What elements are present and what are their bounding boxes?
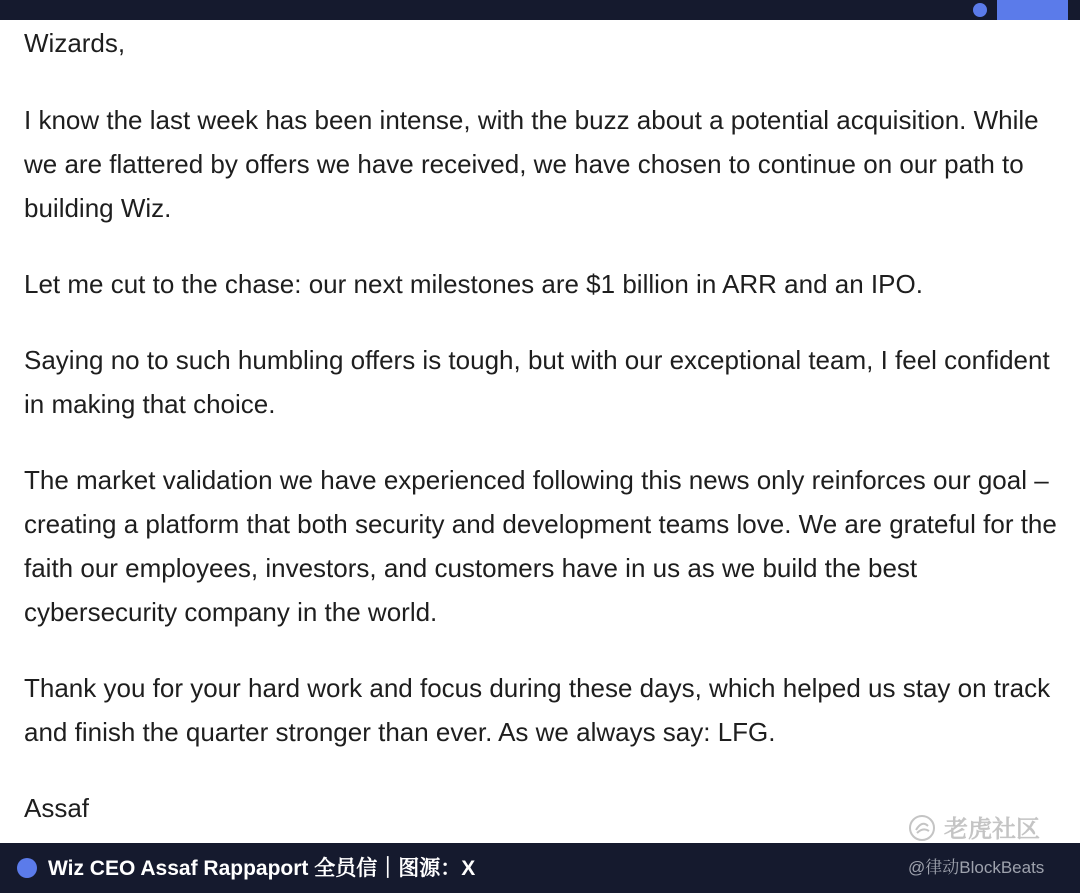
letter-body bbox=[24, 20, 1064, 830]
letter-greeting: Wizards, bbox=[24, 28, 126, 58]
letter-paragraph: Thank you for your hard work and focus during these days, which helped us stay on track and finish the quarter stronger than ever. As we always say: LFG. bbox=[24, 673, 1051, 747]
top-indicator-dot bbox=[973, 3, 987, 17]
letter-paragraph: The market validation we have experienced following this news only reinforces our goal – creating a platform that both security and development teams love. We are grateful for the faith our employees, investors, and customers have in us as we build the best cybersecurity company in the world. bbox=[24, 465, 1057, 627]
tiger-watermark-text: 老虎社区 bbox=[944, 816, 1040, 843]
blockbeats-watermark: @律动BlockBeats bbox=[908, 858, 1045, 877]
tiger-logo-icon bbox=[908, 814, 936, 842]
letter-paragraph: I know the last week has been intense, with the buzz about a potential acquisition. While we are flattered by offers we have received, we have chosen to continue on our path to building Wiz. bbox=[24, 105, 1039, 223]
letter-signature: Assaf bbox=[24, 793, 90, 823]
letter-paragraph: Let me cut to the chase: our next milestones are $1 billion in ARR and an IPO. bbox=[24, 269, 923, 299]
letter-paragraph: Saying no to such humbling offers is tough, but with our exceptional team, I feel confident in making that choice. bbox=[24, 345, 1050, 419]
top-accent-tab bbox=[997, 0, 1068, 20]
caption-text: Wiz CEO Assaf Rappaport 全员信｜图源：X bbox=[48, 857, 476, 880]
caption-bar bbox=[0, 843, 1080, 893]
top-bar bbox=[0, 0, 1080, 20]
caption-bullet-icon bbox=[17, 858, 37, 878]
